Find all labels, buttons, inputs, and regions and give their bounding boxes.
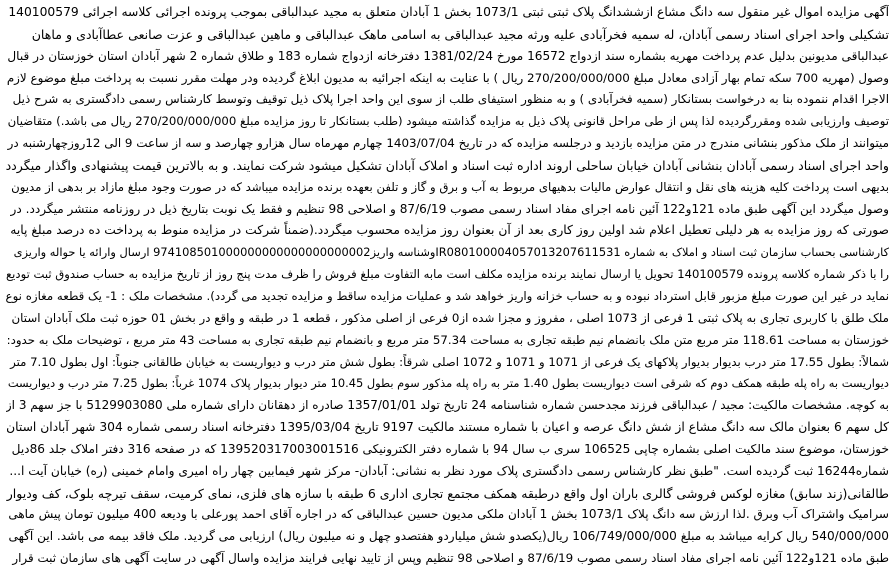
notice-line: را با ذکر شماره کلاسه پرونده 140100579 تحویل یا ارسال نمایند برنده مزایده مکلف است مابه التفاوت مبلغ فروش را ظرف مدت پنج روز از تاریخ مزایده به حساب صندوق ثبت تودیع [6,267,889,282]
notice-line: وصول (مهریه 700 سکه تمام بهار آزادی معادل مبلغ 270/200/000/000 ریال ) با عنایت به اینکه اجرائیه به مدیون ابلاغ گردیده ودر مهلت مقرر نسبت به پرداخت مبلغ موضوع لازم [6,70,889,85]
notice-line: خوزستان، موضوع سند مالکیت اصلی بشماره چاپی 106525 سری ب سال 94 با شماره دفتر الکترونیکی 139520317003001516 که در صفحه 316 دفتر املاک جلد 86دیل [11,441,889,456]
notice-line: تشکیلی واحد اجرای اسناد رسمی آبادان، له سمیه فخرآبادی علیه ورثه مجید عبدالباقی به اسامی ماهک عبدالباقی و ماهین عبدالباقی و عزت صانعی عطاآبادی و ماهان [31,26,889,42]
notice-line: طبق ماده 121و122 آئین نامه اجرای مفاد اسناد رسمی مصوب 87/6/19 و اصلاحی 98 تنظیم وپس از تایید نهایی فرایند مزایده واسال آگهی در سایت آگهی های سازمان ثبت قرار [12,551,889,566]
notice-line: کل سهم 6 بعنوان مالک سه دانگ مشاع از شش دانگ عرصه و اعیان با شماره مستند مالکیت 9197 تاریخ 1395/03/04 دفترخانه اسناد رسمی شماره 304 شهر آبادان استان [6,420,889,435]
notice-line: دیواریست به راه پله طبقه همکف دوم که شرقی است دیواریست بطول 1.40 متر به راه پله مذکور سوم بطول 10.45 متر دیوار بدیوار پلاک 1074 غرباً: بطول 7.25 متر درب و دیواریست [7,376,889,391]
notice-line: عبدالباقی مدیونین بدلیل عدم پرداخت مهریه بشماره سند ازدواج 16572 مورخ 1381/02/24 دفترخانه ازدواج شماره 183 و طلاق شماره 2 شهر آبادان استان خوزستان در قبال [7,48,889,63]
notice-line: میتوانند از ملک مذکور بنشانی مندرج در متن مزایده بازدید و درجلسه مزایده که در تاریخ 1403/07/04 چهارم مهرماه سال هزارو چهارصد و سه از ساعت 9 الی 12روزچهارشنبه در [7,136,889,151]
notice-line: کارشناسی بحساب سازمان ثبت اسناد و املاک به شماره IR080100004057013207611531وشناسه واریز974108501000000000000000000002 ارسال وارائه یا حواله واریزی [13,245,889,260]
notice-line: به کوچه. مشخصات مالکیت: مجید / عبدالباقی فرزند مجدحسن شماره شناسنامه 24 تاریخ تولد 1357/01/01 صادره از دهقانان دارای شماره ملی 5129903080 با جز سهم 3 از [6,398,889,413]
notice-line: ملک طلق با کاربری تجاری به پلاک ثبتی 1 فرعی از 1073 اصلی ، مفروز و مجزا شده از0 فرعی از اصلی مذکور ، قطعه 1 در طبقه و واقع در بخش 01 حوزه ثبت ملک آبادان استان [11,310,889,325]
notice-line: الاجرا اقدام ننموده بنا به درخواست بستانکار (سمیه فخرآبادی ) و به منظور استیفای طلب از سوی این واحد اجرا پلاک ذیل توقیف وتوسط کارشناس رسمی دادگستری به شرح ذیل [12,92,889,107]
notice-line: واحد اجرای اسناد رسمی آبادان بنشانی آبادان خیابان ساحلی اروند اداره ثبت اسناد و املاک آبادان تشکیل میشود شرکت نمایند. و به بالاترین قیمت پیشنهادی واگذار میگردد [6,157,889,173]
notice-line: خوزستان به مساحت 118.61 متر مربع متن ملک بانضمام نیم طبقه تجاری به مساحت 57.34 متر مربع و بانضمام نیم طبقه تجاری به مساحت 43 متر مربع ، توضیحات ملک به حدود: [6,332,889,347]
notice-line: سرامیک واشتراک آب وبرق .لذا ارزش سه دانگ پلاک 1073/1 بخش 1 آبادان ملکی مدیون حسین عبدالباقی که در اجاره آقای احمد پورعلی با ودیعه 400 میلیون تومان پیش ماهی [8,507,889,522]
notice-line: نماید در غیر این صورت مبلغ مزبور قابل استرداد نبوده و به حساب خزانه واریز خواهد شد و عملیات مزایده ساقط و مزایده تجدید می گردد). مشخصات ملک : 1- یک قطعه مغازه نوع [6,288,889,303]
notice-line: وصول میگردد این آگهی طبق ماده 121و122 آئین نامه اجرای مفاد اسناد رسمی مصوب 87/6/19 و اصلاحی 98 تنظیم و فقط یک نوبت بتاریخ ذیل در روزنامه منتشر میگردد. در [10,201,889,216]
notice-line: شمالاً: بطول 17.55 متر درب بدیوار بدیوار پلاکهای یک فرعی از 1071 و 1071 و 1072 اصلی شرقاً: بطول شش متر درب و دیواریست به خیابان طالقانی جنوباً: اول بطول 7.10 متر [10,354,889,369]
notice-line: بدیهی است پرداخت کلیه هزینه های نقل و انتقال عوارض مالیات بدهیهای مربوط به آب و برق و گاز و تلفن بعهده برنده مزایده میباشد که در صورت وجود مبلغ مازاد بر بدهی از مدیون [11,179,889,194]
notice-line: 540/000/000 ریال کرایه میباشد به مبلغ 106/749/000/000 ریال(یکصدو شش میلیاردو هفتصدو چهل و نه میلیون ریال) ارزیابی می گردید. ملک فاقد بیمه می باشد. این آگهی [8,529,889,544]
notice-line: آگهی مزایده اموال غیر منقول سه دانگ مشاع ازششدانگ پلاک ثبتی ثبتی 1073/1 بخش 1 آبادان متعلق به مجید عبدالباقی بموجب پرونده اجرائی کلاسه اجرائی 140100579 [8,5,889,19]
notice-line: طالقانی(زند سابق) مغازه لوکس فروشی گالری باران اول واقع درطبقه همکف مجتمع تجاری اداری 6 طبقه با سازه های فلزی، نمای کرمیت، سقف تیرچه بلوک، کف ودیوار [6,485,889,501]
notice-line: صورتی که روز مزایده به هر دلیلی تعطیل اعلام شد اولین روز کاری بعد از آن بعنوان روز مزایده محسوب میگردد.(ضمناً شرکت در مزایده منوط به پرداخت ده درصد مبلغ پایه [10,223,889,238]
notice-line: توصیف وارزیابی شده ومقررگردیده لذا پس از طی مراحل قانونی پلاک ذیل به مزایده گذاشته میشود (طلب بستانکار تا روز مزایده مبلغ 270/200/000/000 ریال می باشد.) متقاضیان [7,114,889,129]
notice-line: شماره16244 ثبت گردیده است. "طبق نظر کارشناس رسمی دادگستری پلاک مورد نظر به نشانی: آبادان- مرکز شهر فیمابین چهار راه امیری وامام خمینی (ره) خیابان آیت ا... [9,463,889,478]
